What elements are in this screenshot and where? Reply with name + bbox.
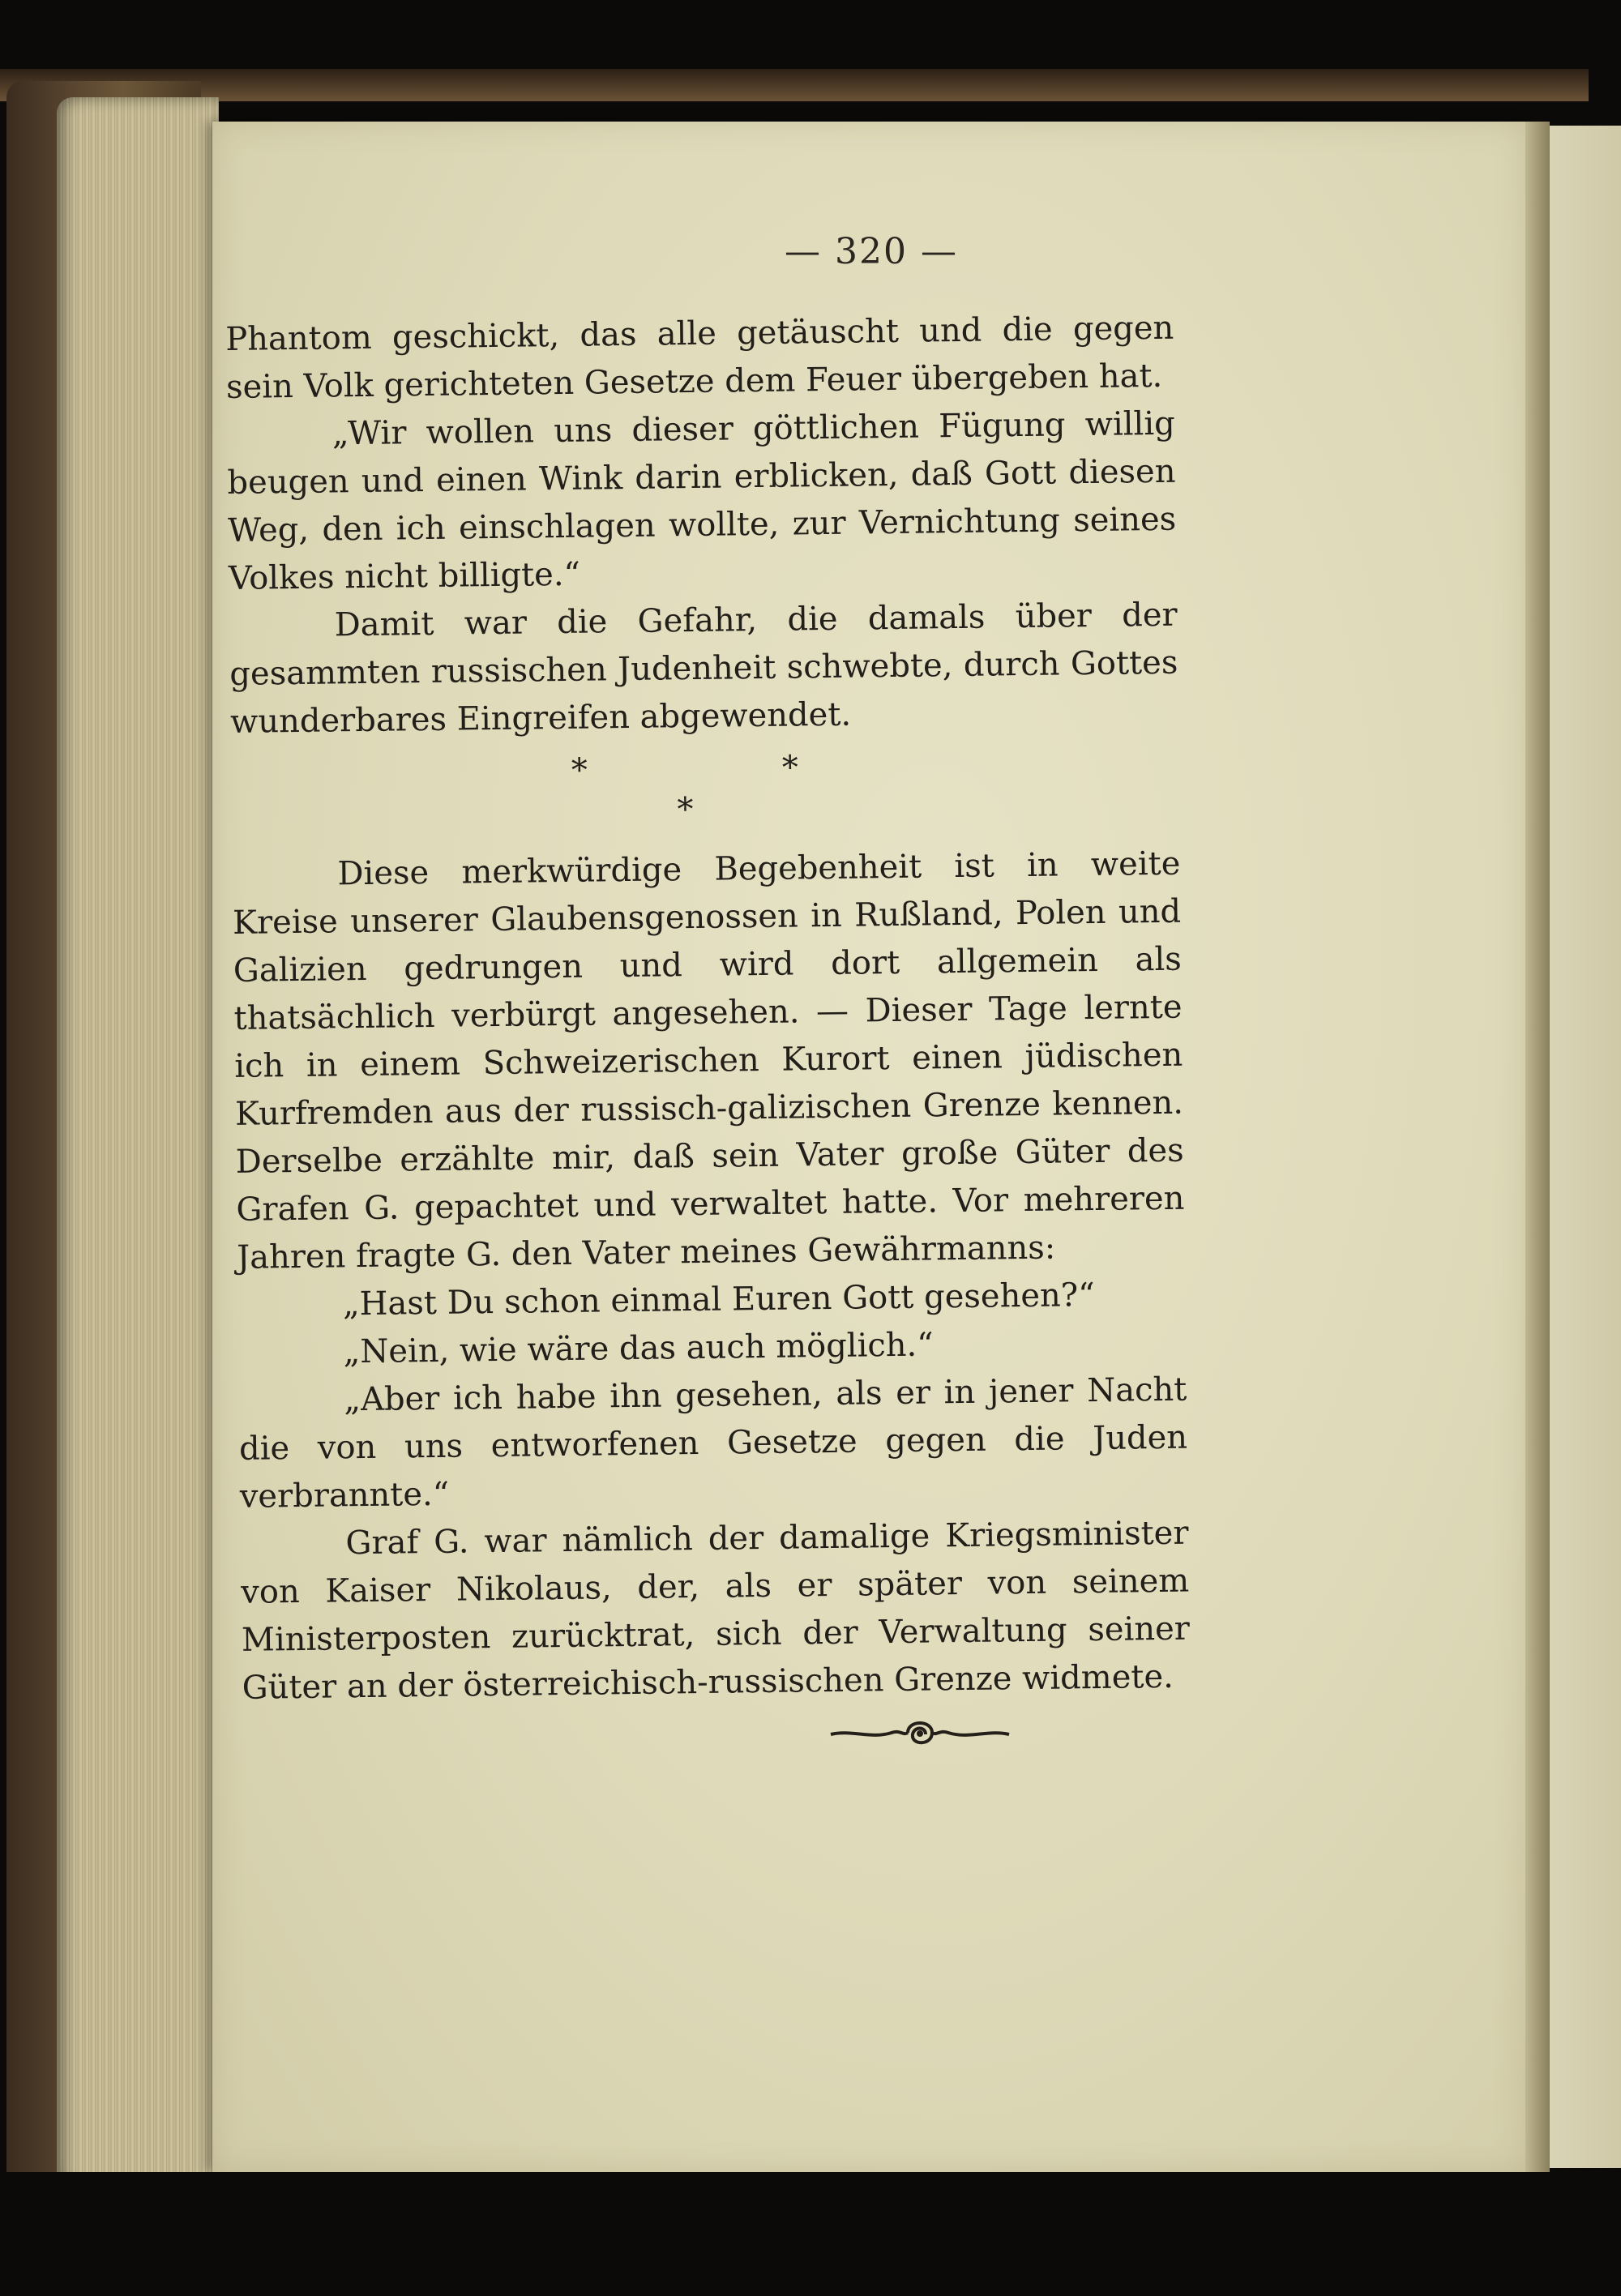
asterisk-icon: *: [781, 749, 799, 787]
paragraph-7: „Aber ich habe ihn gesehen, als er in jener Nacht die von uns entworfenen Gesetze gegen die Juden verbrannte.“: [238, 1370, 1188, 1516]
page-edges: [57, 97, 219, 2188]
facing-page: [1550, 126, 1621, 2168]
asterisk-icon: *: [571, 751, 588, 789]
paragraph-8: Graf G. war nämlich der damalige Kriegsminister von Kaiser Nikolaus, der, als er später von seinem Ministerposten zurücktrat, sich der Verwaltung seiner Güter an der österreichisch-russischen Grenze widmete.: [240, 1514, 1191, 1707]
book-cover-top: [0, 69, 1589, 101]
paragraph-6: „Nein, wie wäre das auch möglich.“: [343, 1326, 934, 1371]
paragraph-3: Damit war die Gefahr, die damals über der gesammten russischen Judenheit schwebte, durch Gottes wunderbares Eingreifen abgewendet.: [229, 596, 1178, 741]
paragraph-4: Diese merkwürdige Begebenheit ist in weite Kreise unserer Glaubensgenossen in Rußland, Polen und Galizien gedrungen und wird dort allgemein als thatsächlich verbürgt angesehen. — Dieser Tage lernte ich in einem Schweizerischen Kurort einen jüdischen Kurfremden aus der russisch-galizischen Grenze kennen. Derselbe erzählte mir, daß sein Vater große Güter des Grafen G. gepachtet und verwaltet hatte. Vor mehreren Jahren fragte G. den Vater meines Gewährmanns:: [232, 844, 1185, 1276]
end-ornament-icon: [827, 1712, 1013, 1752]
page-gutter: [1525, 122, 1550, 2172]
background-shadow: [0, 2172, 1621, 2296]
paragraph-5: „Hast Du schon einmal Euren Gott gesehen?“: [342, 1276, 1095, 1323]
asterisk-icon: *: [677, 790, 694, 829]
paragraph-1: Phantom geschickt, das alle getäuscht und die gegen sein Volk gerichteten Gesetze dem Feuer übergeben hat.: [225, 309, 1174, 406]
page-number: — 320 —: [785, 231, 958, 272]
section-separator: [231, 740, 1180, 849]
page-text: [225, 305, 1191, 1712]
paragraph-2: „Wir wollen uns dieser göttlichen Fügung willig beugen und einen Wink darin erblicken, daß Gott diesen Weg, den ich einschlagen wollte, zur Vernichtung seines Volkes nicht billigte.“: [227, 404, 1177, 597]
